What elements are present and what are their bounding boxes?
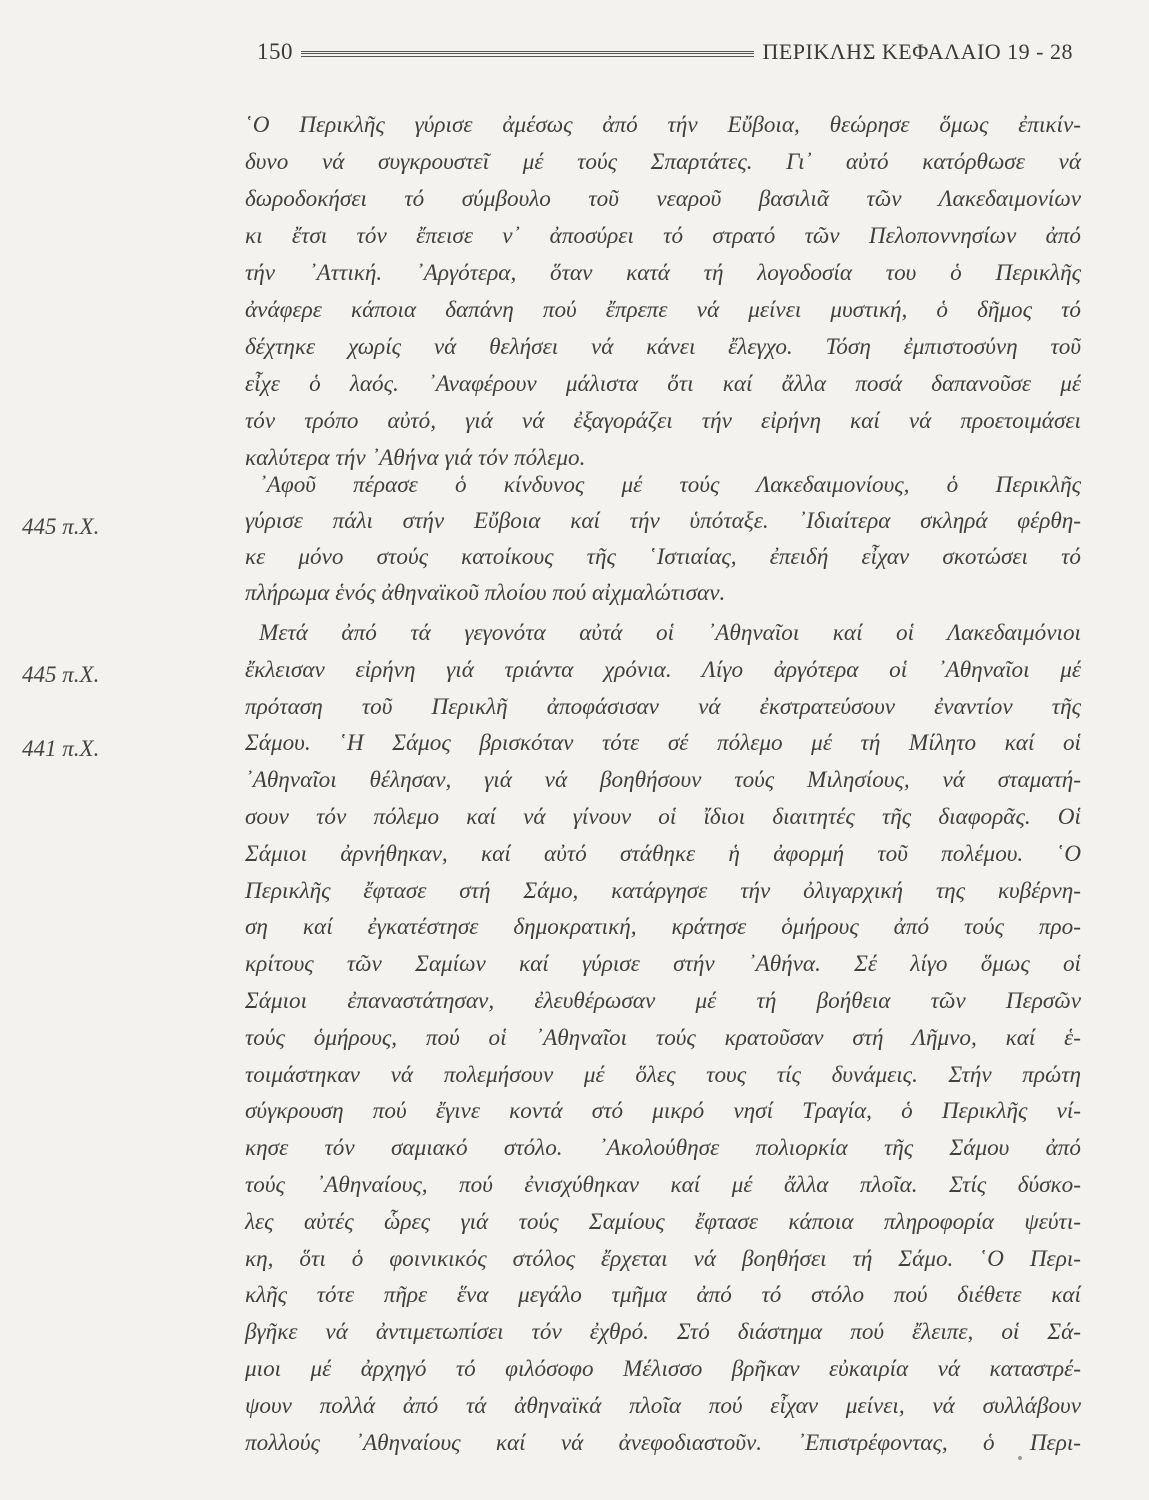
- text-line: Μετά ἀπό τά γεγονότα αὐτά οἱ ᾿Αθηναῖοι καί οἱ Λακεδαιμόνιοι: [259, 620, 1081, 646]
- text-line: πολλούς ᾿Αθηναίους καί νά ἀνεφοδιαστοῦν. ᾿Επιστρέφοντας, ὁ Περι-: [245, 1429, 1081, 1456]
- text-line: ση καί ἐγκατέστησε δημοκρατική, κράτησε ὁμήρους ἀπό τούς προ-: [245, 914, 1081, 941]
- margin-date-note: 445 π.Χ.: [22, 662, 100, 687]
- text-line: κρίτους τῶν Σαμίων καί γύρισε στήν ᾿Αθήνα. Σέ λίγο ὅμως οἱ: [245, 951, 1081, 978]
- text-line: ψουν πολλά ἀπό τά ἀθηναϊκά πλοῖα πού εἶχαν μείνει, νά συλλάβουν: [245, 1392, 1081, 1419]
- header-double-rule: [301, 51, 754, 57]
- text-line: ᾿Αθηναῖοι θέλησαν, γιά νά βοηθήσουν τούς Μιλησίους, νά σταματή-: [245, 767, 1081, 794]
- text-line: δέχτηκε χωρίς νά θελήσει νά κάνει ἔλεγχο. Τόση ἐμπιστοσύνη τοῦ: [245, 334, 1081, 360]
- text-line: μιοι μέ ἀρχηγό τό φιλόσοφο Μέλισσο βρῆκαν εὐκαιρία νά καταστρέ-: [245, 1356, 1081, 1382]
- text-line: κι ἔτσι τόν ἔπεισε ν᾿ ἀποσύρει τό στρατό τῶν Πελοποννησίων ἀπό: [245, 223, 1081, 249]
- text-line: εἶχε ὁ λαός. ᾿Αναφέρουν μάλιστα ὅτι καί ἄλλα ποσά δαπανοῦσε μέ: [245, 371, 1081, 397]
- text-line: Σάμιοι ἀρνήθηκαν, καί αὐτό στάθηκε ἡ ἀφορμή τοῦ πολέμου. ῾Ο: [245, 840, 1081, 867]
- text-line: καλύτερα τήν ᾿Αθήνα γιά τόν πόλεμο.: [245, 445, 586, 471]
- text-line: τούς ᾿Αθηναίους, πού ἐνισχύθηκαν καί μέ ἄλλα πλοῖα. Στίς δύσκο-: [245, 1172, 1081, 1198]
- text-line: Περικλῆς ἔφτασε στή Σάμο, κατάργησε τήν ὀλιγαρχική της κυβέρνη-: [245, 877, 1081, 904]
- text-line: γύρισε πάλι στήν Εὔβοια καί τήν ὑπόταξε. ᾿Ιδιαίτερα σκληρά φέρθη-: [245, 508, 1081, 534]
- text-line: δυνο νά συγκρουστεῖ μέ τούς Σπαρτάτες. Γι᾿ αὐτό κατόρθωσε νά: [245, 149, 1081, 175]
- text-line: κησε τόν σαμιακό στόλο. ᾿Ακολούθησε πολιορκία τῆς Σάμου ἀπό: [245, 1135, 1081, 1162]
- text-line: λες αὐτές ὧρες γιά τούς Σαμίους ἔφτασε κάποια πληροφορία ψεύτι-: [245, 1208, 1081, 1235]
- text-line: ῾Ο Περικλῆς γύρισε ἀμέσως ἀπό τήν Εὔβοια, θεώρησε ὅμως ἐπικίν-: [245, 112, 1081, 138]
- page-number: 150: [257, 39, 293, 64]
- text-line: Σάμου. ῾Η Σάμος βρισκόταν τότε σέ πόλεμο μέ τή Μίλητο καί οἱ: [245, 730, 1081, 757]
- page-header: [257, 34, 1073, 70]
- text-line: ἀνάφερε κάποια δαπάνη πού ἔπρεπε νά μείνει μυστική, ὁ δῆμος τό: [245, 297, 1081, 323]
- text-line: σύγκρουση πού ἔγινε κοντά στό μικρό νησί Τραγία, ὁ Περικλῆς νί-: [245, 1098, 1081, 1125]
- text-line: τόν τρόπο αὐτό, γιά νά ἐξαγοράζει τήν εἰρήνη καί νά προετοιμάσει: [245, 408, 1081, 434]
- text-line: τοιμάστηκαν νά πολεμήσουν μέ ὅλες τους τίς δυνάμεις. Στήν πρώτη: [245, 1061, 1081, 1088]
- text-line: δωροδοκήσει τό σύμβουλο τοῦ νεαροῦ βασιλιᾶ τῶν Λακεδαιμονίων: [245, 186, 1081, 212]
- margin-date-note: 441 π.Χ.: [22, 736, 100, 761]
- text-line: τούς ὁμήρους, πού οἱ ᾿Αθηναῖοι τούς κρατοῦσαν στή Λῆμνο, καί ἑ-: [245, 1024, 1081, 1051]
- text-line: πρόταση τοῦ Περικλῆ ἀποφάσισαν νά ἐκστρατεύσουν ἐναντίον τῆς: [245, 693, 1081, 720]
- text-line: πλήρωμα ἑνός ἀθηναϊκοῦ πλοίου πού αἰχμαλώτισαν.: [245, 580, 726, 606]
- print-speck: [1018, 1456, 1022, 1460]
- text-line: σουν τόν πόλεμο καί νά γίνουν οἱ ἴδιοι διαιτητές τῆς διαφορᾶς. Οἱ: [245, 804, 1081, 830]
- text-line: βγῆκε νά ἀντιμετωπίσει τόν ἐχθρό. Στό διάστημα πού ἔλειπε, οἱ Σά-: [245, 1319, 1081, 1346]
- text-line: κη, ὅτι ὁ φοινικικός στόλος ἔρχεται νά βοηθήσει τή Σάμο. ῾Ο Περι-: [245, 1245, 1081, 1272]
- text-line: Σάμιοι ἐπαναστάτησαν, ἐλευθέρωσαν μέ τή βοήθεια τῶν Περσῶν: [245, 988, 1081, 1014]
- text-line: ἔκλεισαν εἰρήνη γιά τριάντα χρόνια. Λίγο ἀργότερα οἱ ᾿Αθηναῖοι μέ: [245, 656, 1081, 683]
- running-title: ΠΕΡΙΚΛΗΣ ΚΕΦΑΛΑΙΟ 19 - 28: [762, 39, 1073, 64]
- text-line: τήν ᾿Αττική. ᾿Αργότερα, ὅταν κατά τή λογοδοσία του ὁ Περικλῆς: [245, 260, 1081, 286]
- text-line: κλῆς τότε πῆρε ἕνα μεγάλο τμῆμα ἀπό τό στόλο πού διέθετε καί: [245, 1282, 1081, 1309]
- text-line: κε μόνο στούς κατοίκους τῆς ῾Ιστιαίας, ἐπειδή εἶχαν σκοτώσει τό: [245, 544, 1081, 570]
- text-line: ᾿Αφοῦ πέρασε ὁ κίνδυνος μέ τούς Λακεδαιμονίους, ὁ Περικλῆς: [259, 472, 1081, 498]
- margin-date-note: 445 π.Χ.: [22, 514, 100, 539]
